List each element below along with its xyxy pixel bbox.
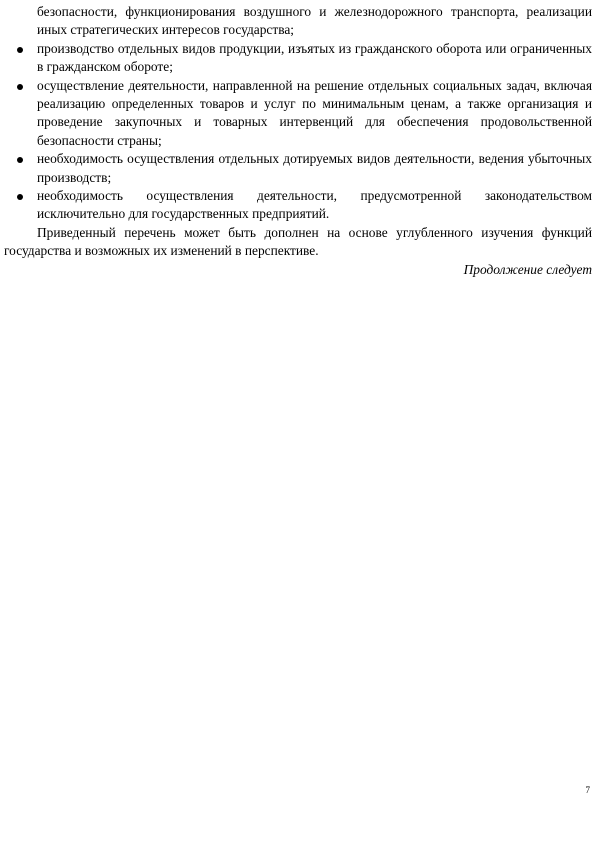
bullet-item [37,150,592,187]
bullet-text: осуществление деятельности, направленной на решение отдельных социальных задач, включая реализацию определенных товаров и услуг по минимальным ценам, а также организация и проведение закупочных и товарных интервенций для обеспечения продовольственной безопасности страны; [37,77,592,148]
document-body [4,3,592,279]
bullet-icon [17,47,23,53]
bullet-item [37,40,592,77]
continued-note: Продолжение следует [463,261,592,277]
bullet-icon [17,84,23,90]
bullet-icon [17,157,23,163]
bullet-text: необходимость осуществления деятельности, предусмотренной законодательством исключительно для государственных предприятий. [37,188,592,222]
bullet-item [37,187,592,224]
body-paragraph: Приведенный перечень может быть дополнен на основе углубленного изучения функций государства и возможных их изменений в перспективе. [4,224,592,259]
page-number: 7 [585,785,590,795]
bullet-list [4,40,592,224]
continuation-text: безопасности, функционирования воздушного и железнодорожного транспорта, реализации иных стратегических интересов государства; [37,4,592,38]
bullet-text: производство отдельных видов продукции, изъятых из гражданского оборота или ограниченных в гражданском обороте; [37,40,592,75]
bullet-icon [17,194,23,200]
bullet-item [37,77,592,151]
bullet-text: необходимость осуществления отдельных дотируемых видов деятельности, ведения убыточных производств; [37,151,592,185]
